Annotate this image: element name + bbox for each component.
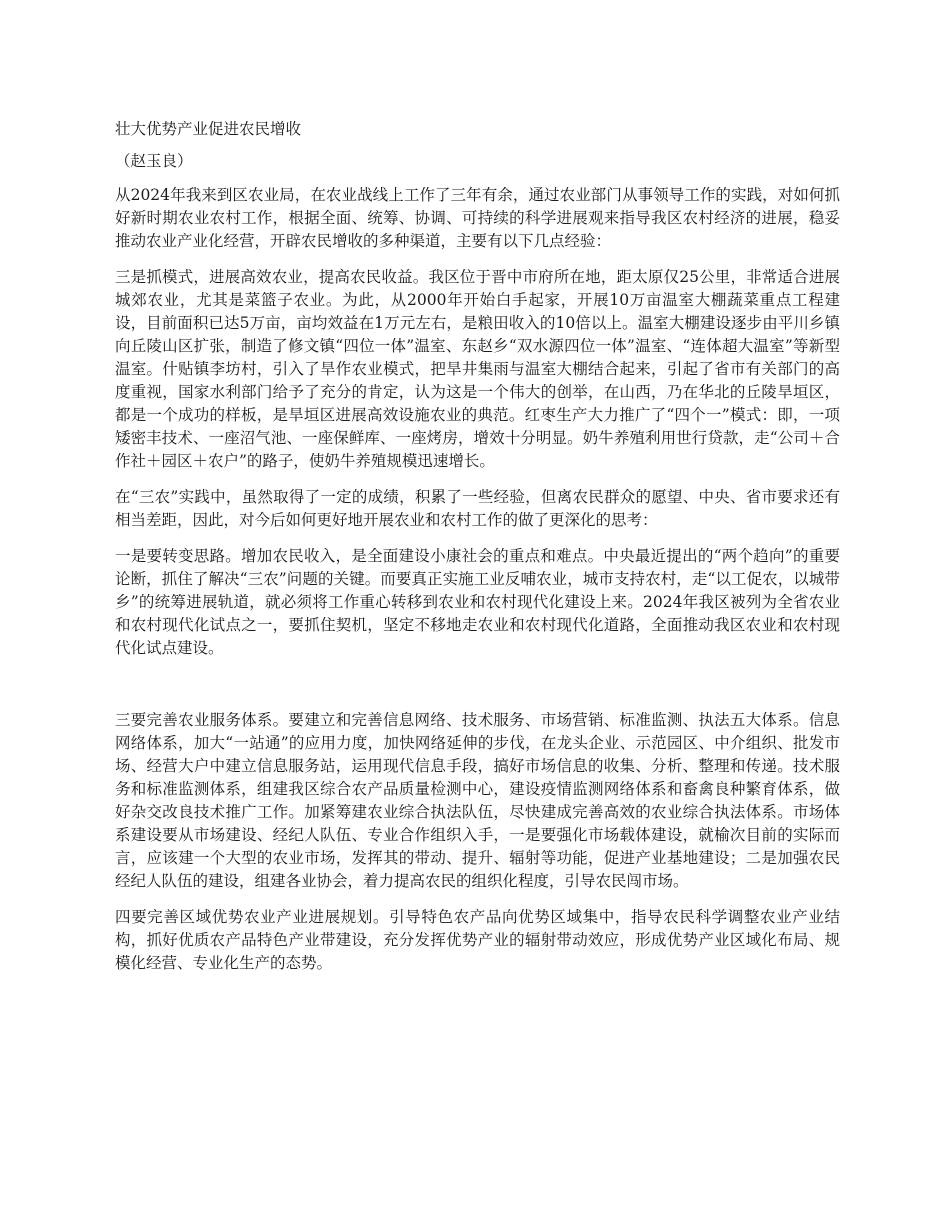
document-author: （赵玉良） [115,152,193,170]
document-page [115,118,840,988]
paragraph-model: 三是抓模式，进展高效农业，提高农民收益。我区位于晋中市府所在地，距太原仅25公里，非常适合进展城郊农业，尤其是菜篮子农业。为此，从2000年开始白手起家，开展10万亩温室大棚蔬菜重点工程建设，目前面积已达5万亩，亩均效益在1万元左右，是粮田收入的10倍以上。温室大棚建设逐步由平川乡镇向丘陵山区扩张，制造了修文镇“四位一体”温室、东赵乡“双水源四位一体”温室、“连体超大温室”等新型温室。什贴镇李坊村，引入了旱作农业模式，把旱井集雨与温室大棚结合起来，引起了省市有关部门的高度重视，国家水利部门给予了充分的肯定，认为这是一个伟大的创举，在山西，乃在华北的丘陵旱垣区，都是一个成功的样板，是旱垣区进展高效设施农业的典范。红枣生产大力推广了“四个一”模式：即，一项矮密丰技术、一座沼气池、一座保鲜库、一座烤房，增效十分明显。奶牛养殖利用世行贷款，走“公司＋合作社＋园区＋农户”的路子，使奶牛养殖规模迅速增长。 [115,268,840,470]
paragraph-regional-plan: 四要完善区域优势农业产业进展规划。引导特色农产品向优势区域集中，指导农民科学调整农业产业结构，抓好优质农产品特色产业带建设，充分发挥优势产业的辐射带动效应，形成优势产业区域化布局、规模化经营、专业化生产的态势。 [115,908,840,972]
section-gap [115,673,840,709]
paragraph-reflection: 在“三农”实践中，虽然取得了一定的成绩，积累了一些经验，但离农民群众的愿望、中央、省市要求还有相当差距，因此，对今后如何更好地开展农业和农村工作的做了更深化的思考： [115,488,840,529]
document-title: 壮大优势产业促进农民增收 [115,120,302,138]
paragraph-first-point: 一是要转变思路。增加农民收入，是全面建设小康社会的重点和难点。中央最近提出的“两个趋向”的重要论断，抓住了解决“三农”问题的关键。而要真正实施工业反哺农业，城市支持农村，走“以工促农，以城带乡”的统筹进展轨道，就必须将工作重心转移到农业和农村现代化建设上来。2024年我区被列为全省农业和农村现代化试点之一，要抓住契机，坚定不移地走农业和农村现代化道路，全面推动我区农业和农村现代化试点建设。 [115,547,840,657]
paragraph-service-system: 三要完善农业服务体系。要建立和完善信息网络、技术服务、市场营销、标准监测、执法五大体系。信息网络体系，加大“一站通”的应用力度，加快网络延伸的步伐，在龙头企业、示范园区、中介组织、批发市场、经营大户中建立信息服务站，运用现代信息手段，搞好市场信息的收集、分析、整理和传递。技术服务和标准监测体系，组建我区综合农产品质量检测中心，建设疫情监测网络体系和畜禽良种繁育体系，做好杂交改良技术推广工作。加紧筹建农业综合执法队伍，尽快建成完善高效的农业综合执法体系。市场体系建设要从市场建设、经纪人队伍、专业合作组织入手，一是要强化市场载体建设，就榆次目前的实际而言，应该建一个大型的农业市场，发挥其的带动、提升、辐射等功能，促进产业基地建设；二是加强农民经纪人队伍的建设，组建各业协会，着力提高农民的组织化程度，引导农民闯市场。 [115,711,840,890]
paragraph-intro: 从2024年我来到区农业局，在农业战线上工作了三年有余，通过农业部门从事领导工作的实践，对如何抓好新时期农业农村工作，根据全面、统筹、协调、可持续的科学进展观来指导我区农村经济的进展，稳妥推动农业产业化经营，开辟农民增收的多种渠道，主要有以下几点经验： [115,186,840,250]
